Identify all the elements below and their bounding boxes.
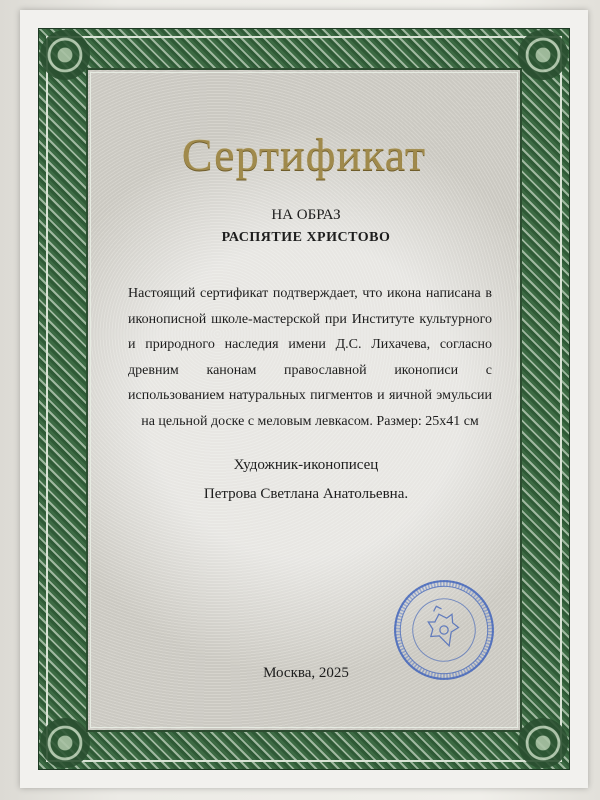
artist-name: Петрова Светлана Анатольевна. [203, 486, 409, 502]
certificate-subtitle: НА ОБРАЗ [271, 207, 341, 223]
icon-name: РАСПЯТИЕ ХРИСТОВО [221, 230, 391, 245]
artist-role: Художник-иконописец [233, 457, 379, 473]
place-date: Москва, 2025 [263, 665, 349, 681]
ornament-corner-icon [518, 718, 568, 768]
ornament-corner-icon [518, 30, 568, 80]
ornament-corner-icon [40, 718, 90, 768]
certificate-body: Настоящий сертификат подтверждает, что икона написана в иконописной школе-мастерской при Институте культурного и природного наследия имени Д.С. Лихачева, согласно древним канонам православной иконописи с использованием натуральных пигментов и яичной эмульсии на цельной доске с меловым левкасом. Размер: 25х41 см [128, 286, 492, 429]
ornament-corner-icon [40, 30, 90, 80]
certificate-title: Сертификат [181, 129, 427, 180]
